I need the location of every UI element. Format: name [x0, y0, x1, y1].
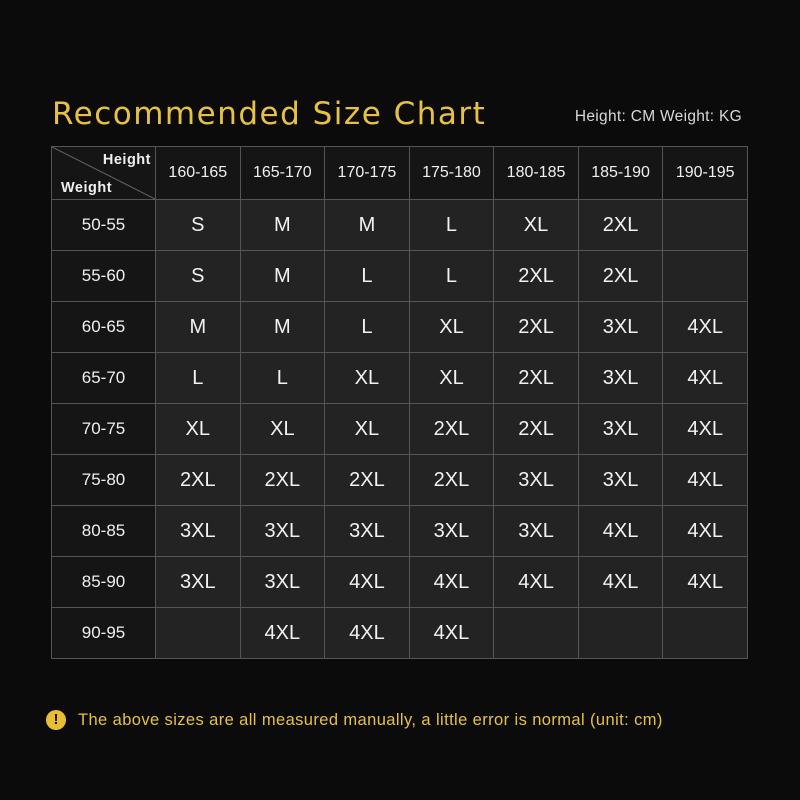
size-cell — [663, 608, 748, 659]
weight-cell: 65-70 — [52, 353, 156, 404]
size-chart-table — [51, 146, 748, 659]
size-cell: 4XL — [409, 557, 494, 608]
weight-cell: 50-55 — [52, 200, 156, 251]
size-cell — [578, 608, 663, 659]
units-caption: Height: CM Weight: KG — [574, 108, 742, 125]
size-cell — [663, 251, 748, 302]
size-cell: 4XL — [494, 557, 579, 608]
size-cell: 4XL — [663, 455, 748, 506]
height-header-cell: 175-180 — [409, 147, 494, 200]
size-cell: 2XL — [156, 455, 241, 506]
size-cell — [156, 608, 241, 659]
size-cell: M — [240, 200, 325, 251]
weight-cell: 85-90 — [52, 557, 156, 608]
size-cell: M — [240, 302, 325, 353]
size-cell: L — [325, 251, 410, 302]
weight-axis-label: Weight — [61, 180, 113, 196]
size-cell: 3XL — [325, 506, 410, 557]
size-cell: 2XL — [240, 455, 325, 506]
size-cell: 2XL — [409, 404, 494, 455]
size-cell: L — [156, 353, 241, 404]
size-cell: L — [409, 251, 494, 302]
size-cell — [663, 200, 748, 251]
size-cell: 4XL — [578, 557, 663, 608]
header-row — [52, 147, 748, 200]
size-cell: 4XL — [578, 506, 663, 557]
size-cell: XL — [156, 404, 241, 455]
measurement-note — [46, 710, 663, 730]
size-chart-body — [52, 200, 748, 659]
size-cell: 3XL — [156, 506, 241, 557]
size-cell: 2XL — [578, 251, 663, 302]
table-row — [52, 353, 748, 404]
size-cell: L — [409, 200, 494, 251]
weight-cell: 80-85 — [52, 506, 156, 557]
weight-cell: 75-80 — [52, 455, 156, 506]
size-cell: 4XL — [663, 302, 748, 353]
weight-cell: 60-65 — [52, 302, 156, 353]
size-cell: M — [240, 251, 325, 302]
size-cell: 2XL — [494, 302, 579, 353]
size-cell: 2XL — [494, 251, 579, 302]
size-cell: 2XL — [578, 200, 663, 251]
weight-cell: 90-95 — [52, 608, 156, 659]
weight-cell: 70-75 — [52, 404, 156, 455]
size-cell: S — [156, 251, 241, 302]
size-cell: 2XL — [325, 455, 410, 506]
size-cell: M — [325, 200, 410, 251]
note-text: The above sizes are all measured manually, a little error is normal (unit: cm) — [78, 710, 663, 729]
size-cell: 4XL — [240, 608, 325, 659]
height-axis-label: Height — [102, 152, 151, 168]
size-cell: S — [156, 200, 241, 251]
size-cell: 3XL — [494, 455, 579, 506]
exclamation-icon: ! — [46, 710, 66, 730]
corner-header-cell — [52, 147, 156, 200]
size-cell: 4XL — [409, 608, 494, 659]
size-cell: 3XL — [240, 557, 325, 608]
table-row — [52, 404, 748, 455]
height-header-cell: 170-175 — [325, 147, 410, 200]
size-cell: 3XL — [409, 506, 494, 557]
size-cell: XL — [409, 353, 494, 404]
size-cell: 3XL — [578, 302, 663, 353]
size-cell: XL — [325, 353, 410, 404]
size-cell: 3XL — [578, 455, 663, 506]
size-cell: 3XL — [494, 506, 579, 557]
size-cell: XL — [494, 200, 579, 251]
size-cell: 3XL — [156, 557, 241, 608]
size-cell: XL — [325, 404, 410, 455]
size-cell: L — [325, 302, 410, 353]
table-row — [52, 455, 748, 506]
size-cell: XL — [240, 404, 325, 455]
size-cell: 3XL — [578, 404, 663, 455]
size-cell — [494, 608, 579, 659]
size-cell: 2XL — [409, 455, 494, 506]
weight-cell: 55-60 — [52, 251, 156, 302]
size-cell: 4XL — [325, 557, 410, 608]
table-row — [52, 608, 748, 659]
table-row — [52, 302, 748, 353]
size-cell: M — [156, 302, 241, 353]
size-cell: 4XL — [663, 353, 748, 404]
height-header-cell: 185-190 — [578, 147, 663, 200]
size-cell: 4XL — [663, 404, 748, 455]
size-cell: L — [240, 353, 325, 404]
size-cell: 3XL — [240, 506, 325, 557]
size-cell: 3XL — [578, 353, 663, 404]
height-header-cell: 160-165 — [156, 147, 241, 200]
size-cell: XL — [409, 302, 494, 353]
height-header-cell: 180-185 — [494, 147, 579, 200]
height-header-cell: 190-195 — [663, 147, 748, 200]
table-row — [52, 200, 748, 251]
height-header-cell: 165-170 — [240, 147, 325, 200]
size-cell: 4XL — [663, 557, 748, 608]
size-cell: 4XL — [663, 506, 748, 557]
size-cell: 4XL — [325, 608, 410, 659]
chart-title: Recommended Size Chart — [52, 96, 487, 132]
table-row — [52, 251, 748, 302]
table-row — [52, 506, 748, 557]
table-row — [52, 557, 748, 608]
size-cell: 2XL — [494, 404, 579, 455]
size-cell: 2XL — [494, 353, 579, 404]
